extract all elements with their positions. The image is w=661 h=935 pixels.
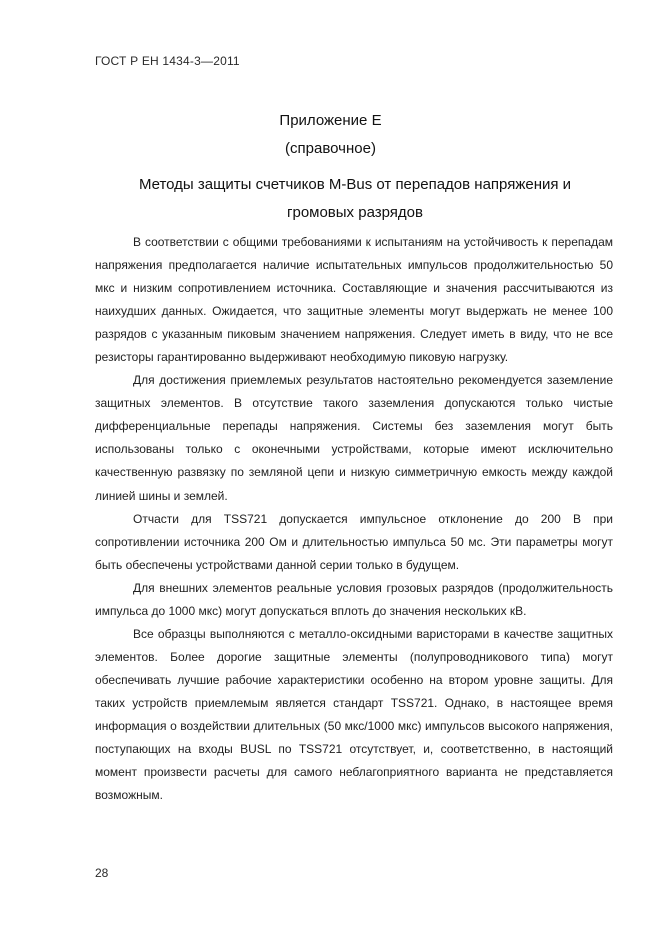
- paragraph-5: Все образцы выполняются с металло-оксидными варисторами в качестве защитных элементов. Более дорогие защитные элементы (полупроводникового типа) могут обеспечивать лучшие рабочие характеристики особенно на втором уровне защиты. Для таких устройств приемлемым является стандарт TSS721. Однако, в настоящее время информация о воздействии длительных (50 мкс/1000 мкс) импульсов высокого напряжения, поступающих на входы BUSL по TSS721 отсутствует, и, соответственно, в настоящий момент произвести расчеты для самого неблагоприятного варианта не представляется возможным.: [95, 626, 613, 803]
- body-text: [95, 231, 613, 807]
- paragraph-4: Для внешних элементов реальные условия грозовых разрядов (продолжительность импульса до 1000 мкс) могут допускаться вплоть до значения нескольких кВ.: [95, 580, 613, 618]
- appendix-subtitle: (справочное): [285, 140, 376, 157]
- paragraph-1: В соответствии с общими требованиями к испытаниям на устойчивость к перепадам напряжения предполагается наличие испытательных импульсов продолжительностью 50 мкс и низким сопротивлением источника. Составляющие и значения рассчитываются из наихудших данных. Ожидается, что защитные элементы могут выдержать не менее 100 разрядов с указанным пиковым значением напряжения. Следует иметь в виду, что не все резисторы гарантированно выдерживают необходимую пиковую нагрузку.: [95, 235, 613, 365]
- document-header: ГОСТ Р ЕН 1434-3—2011: [95, 54, 240, 68]
- page-number: 28: [95, 866, 109, 880]
- section-title: Методы защиты счетчиков M-Bus от перепадов напряжения и громовых разрядов: [138, 176, 572, 221]
- paragraph-3: Отчасти для TSS721 допускается импульсное отклонение до 200 В при сопротивлении источника 200 Ом и длительностью импульса 50 мс. Эти параметры могут быть обеспечены устройствами данной серии только в будущем.: [95, 511, 613, 572]
- paragraph-2: Для достижения приемлемых результатов настоятельно рекомендуется заземление защитных элементов. В отсутствие такого заземления допускаются только чистые дифференциальные перепады напряжения. Системы без заземления могут быть использованы только с оконечными устройствами, которые имеют исключительно качественную развязку по земляной цепи и низкую симметричную емкость между каждой линией шины и землей.: [95, 373, 613, 503]
- appendix-title: Приложение Е: [279, 112, 382, 129]
